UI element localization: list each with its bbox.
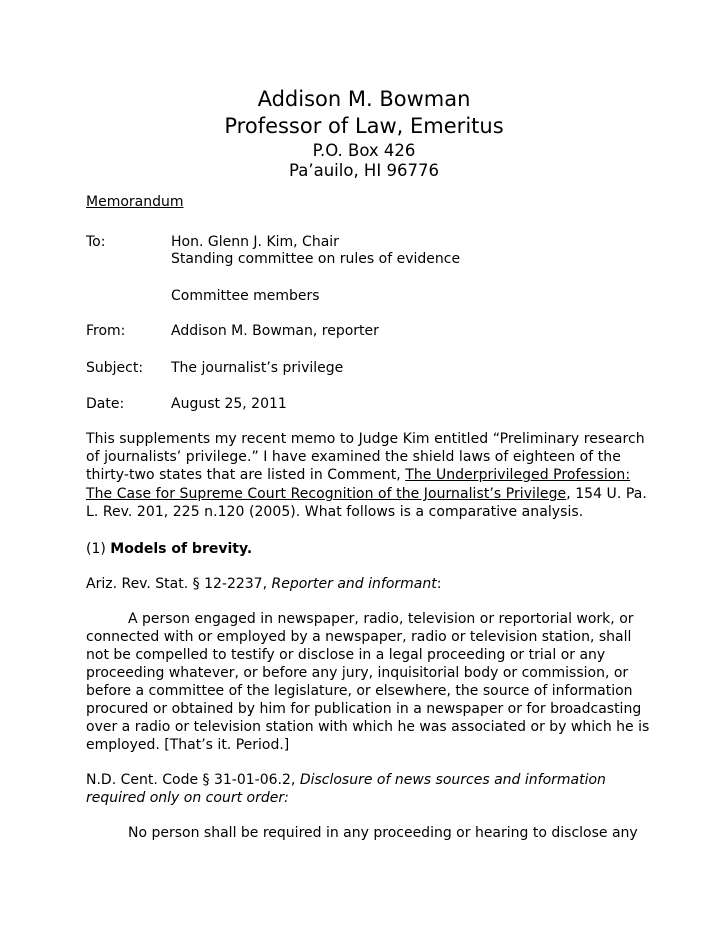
citation-title: Reporter and informant — [271, 576, 437, 592]
to-recipient-1: Hon. Glenn J. Kim, Chair — [171, 234, 339, 250]
statute-text-line: not be compelled to testify or disclose in a legal proceeding or trial or any — [86, 647, 606, 663]
address-line-2: Pa’auilo, HI 96776 — [289, 161, 439, 180]
intro-line: L. Rev. 201, 225 n.120 (2005). What follows is a comparative analysis. — [86, 504, 584, 520]
intro-line: This supplements my recent memo to Judge Kim entitled “Preliminary research — [86, 431, 645, 447]
author-name: Addison M. Bowman — [257, 87, 471, 111]
statute-text-line: employed. [That’s it. Period.] — [86, 737, 290, 753]
cited-article-title: The Underprivileged Profession: — [405, 467, 631, 483]
statute-text-line: No person shall be required in any proceeding or hearing to disclose any — [128, 825, 638, 841]
intro-line — [86, 466, 630, 485]
author-title: Professor of Law, Emeritus — [224, 114, 504, 138]
to-label: To: — [86, 234, 106, 250]
citation-end: : — [436, 576, 442, 592]
citation-text: N.D. Cent. Code § 31-01-06.2, — [86, 772, 300, 788]
section-number: (1) — [86, 541, 111, 557]
section-title: Models of brevity. — [110, 541, 253, 557]
citation-title: required only on court order: — [86, 790, 289, 806]
cited-article-title: The Case for Supreme Court Recognition of the Journalist’s Privilege — [86, 486, 567, 502]
from-label: From: — [86, 323, 126, 339]
statute-citation — [86, 575, 441, 594]
to-recipient-2: Committee members — [171, 288, 320, 304]
intro-line — [86, 485, 647, 504]
statute-text-line: proceeding whatever, or before any jury, inquisitorial body or commission, or — [86, 665, 629, 681]
address-line-1: P.O. Box 426 — [312, 141, 416, 160]
memorandum-heading: Memorandum — [86, 194, 184, 210]
subject-label: Subject: — [86, 360, 144, 376]
section-heading — [86, 540, 252, 559]
subject-value: The journalist’s privilege — [171, 360, 344, 376]
intro-text: , 154 U. Pa. — [566, 486, 647, 502]
statute-citation — [86, 771, 606, 790]
intro-line: of journalists’ privilege.” I have examined the shield laws of eighteen of the — [86, 449, 621, 465]
statute-text-line: A person engaged in newspaper, radio, television or reportorial work, or — [128, 611, 634, 627]
date-value: August 25, 2011 — [171, 396, 287, 412]
citation-text: Ariz. Rev. Stat. § 12-2237, — [86, 576, 272, 592]
date-label: Date: — [86, 396, 125, 412]
statute-text-line: before a committee of the legislature, or elsewhere, the source of information — [86, 683, 633, 699]
statute-text-line: procured or obtained by him for publication in a newspaper or for broadcasting — [86, 701, 642, 717]
intro-text: thirty-two states that are listed in Comment, — [86, 467, 406, 483]
from-value: Addison M. Bowman, reporter — [171, 323, 379, 339]
citation-title: Disclosure of news sources and information — [299, 772, 606, 788]
statute-text-line: over a radio or television station with which he was associated or by which he is — [86, 719, 650, 735]
to-recipient-1-committee: Standing committee on rules of evidence — [171, 251, 461, 267]
statute-text-line: connected with or employed by a newspaper, radio or television station, shall — [86, 629, 632, 645]
